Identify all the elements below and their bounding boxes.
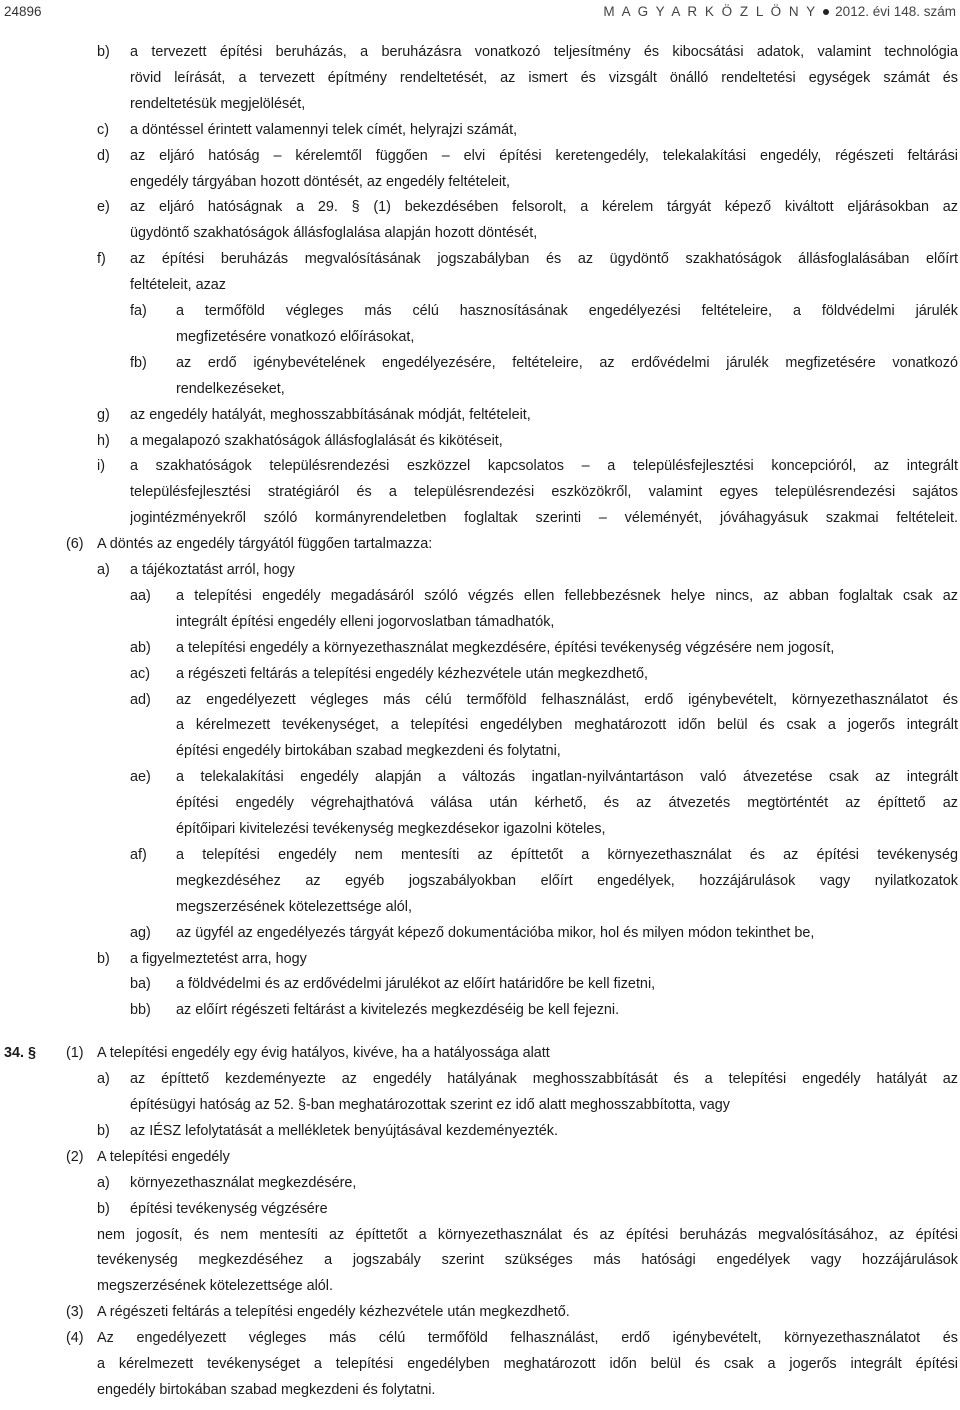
text-line: integrált építési engedély elleni jogorvoslatban támadhatók, — [176, 613, 555, 630]
item-label: b) — [97, 1122, 110, 1139]
text-line: nem jogosít, és nem mentesíti az építtetőt a környezethasználat és az építési beruházás megvalósításához, az építési — [97, 1226, 958, 1243]
item-label: (2) — [66, 1148, 84, 1165]
item-label: g) — [97, 406, 110, 423]
text-line: feltételeit, azaz — [130, 277, 226, 294]
item-label: af) — [130, 846, 147, 863]
text-line: a termőföld végleges más célú hasznosításának engedélyezési feltételeire, a földvédelmi járulék — [176, 303, 958, 319]
text-line: rendeltetésük megjelölését, — [130, 95, 306, 112]
text-line: a régészeti feltárás a telepítési engedély kézhezvétele után megkezdhető, — [176, 665, 648, 682]
text-line: megkezdéséhez az egyéb jogszabályokban előírt engedélyek, hozzájárulások vagy nyilatkozatok — [176, 872, 958, 889]
text-line: megfizetésére vonatkozó előírásokat, — [176, 328, 415, 345]
text-line: A régészeti feltárás a telepítési engedély kézhezvétele után megkezdhető. — [97, 1304, 570, 1321]
item-label: a) — [97, 1174, 110, 1191]
text-line: az építtető kezdeményezte az engedély hatályának meghosszabbítását és a telepítési engedély hatályát az — [130, 1071, 958, 1088]
text-line: rendelkezéseket, — [176, 380, 285, 397]
item-label: a) — [97, 562, 110, 578]
item-label: c) — [97, 121, 109, 138]
item-label: a) — [97, 1071, 110, 1088]
text-line: a döntéssel érintett valamennyi telek címét, helyrajzi számát, — [130, 121, 518, 138]
text-line: a figyelmeztetést arra, hogy — [130, 950, 307, 967]
item-label: b) — [97, 1200, 110, 1217]
text-line: jogintézményekről szóló kormányrendeletben foglaltak szerinti – véleményét, jóváhagyásuk szakmai feltételeit. — [130, 510, 958, 527]
text-line: a kérelmezett tevékenységet, a telepítési engedélyben meghatározott időn belül és csak a jogerős integrált — [176, 717, 958, 734]
text-line: az építési beruházás megvalósításának jogszabályban és az ügydöntő szakhatóságok állásfoglalásában előírt — [130, 251, 958, 268]
bullet-icon — [823, 9, 829, 15]
text-line: a tájékoztatást arról, hogy — [130, 562, 295, 578]
text-line: a telepítési engedély a környezethasználat megkezdésére, építési tevékenység végzésére nem jogosít, — [176, 639, 835, 656]
item-label: i) — [97, 458, 105, 475]
text-line: A telepítési engedély egy évig hatályos, kivéve, ha a hatályossága alatt — [97, 1045, 550, 1062]
text-line: építési engedély végrehajthatóvá válása után kérhető, és az átvezetés megtörténtét az építtető az — [176, 795, 958, 812]
text-line: a telepítési engedély megadásáról szóló végzés ellen fellebbezésnek helye nincs, az abban foglaltak csak az — [176, 587, 958, 604]
page-header — [4, 4, 956, 24]
running-head — [603, 4, 956, 19]
text-line: az engedélyezett végleges más célú termőföld felhasználást, erdő igénybevételt, környezethasználatot és — [176, 691, 958, 708]
text-line: az ügyfél az engedélyezés tárgyát képező dokumentációba mikor, hol és milyen módon tekinthet be, — [176, 924, 815, 941]
item-label: h) — [97, 432, 110, 449]
item-label: bb) — [130, 1002, 151, 1019]
text-line: a telekalakítási engedély alapján a változás ingatlan-nyilvántartáson való átvezetése csak az integrált — [176, 769, 958, 786]
text-line: megszerzésének kötelezettsége alól, — [176, 898, 412, 915]
text-line: engedély birtokában szabad megkezdeni és folytatni. — [97, 1381, 436, 1398]
item-label: (1) — [66, 1045, 84, 1062]
journal-title: M A G Y A R K Ö Z L Ö N Y — [603, 4, 818, 19]
text-line: a megalapozó szakhatóságok állásfoglalását és kikötéseit, — [130, 432, 503, 449]
text-line: ügydöntő szakhatóságok állásfoglalása alapján hozott döntését, — [130, 225, 538, 242]
item-label: (6) — [66, 536, 84, 553]
item-label: ad) — [130, 691, 151, 708]
text-line: a földvédelmi és az erdővédelmi járulékot az előírt határidőre be kell fizetni, — [176, 976, 656, 993]
text-line: megszerzésének kötelezettsége alól. — [97, 1278, 333, 1295]
item-label: f) — [97, 251, 106, 268]
text-line: építési engedély birtokában szabad megkezdeni és folytatni, — [176, 743, 561, 760]
text-line: A döntés az engedély tárgyától függően tartalmazza: — [97, 536, 433, 553]
item-label: (3) — [66, 1304, 84, 1321]
text-line: a telepítési engedély nem mentesíti az építtetőt a környezethasználat és az építési tevékenység — [176, 846, 958, 863]
text-line: A telepítési engedély — [97, 1148, 230, 1165]
page-number: 24896 — [4, 4, 42, 19]
issue-number: 2012. évi 148. szám — [835, 4, 956, 19]
text-line: építőipari kivitelezési tevékenység megkezdésekor igazolni köteles, — [176, 821, 606, 837]
item-label: ba) — [130, 976, 151, 993]
item-label: e) — [97, 199, 110, 216]
text-line: Az engedélyezett végleges más célú termőföld felhasználást, erdő igénybevételt, környezethasználatot és — [97, 1330, 958, 1347]
text-line: környezethasználat megkezdésére, — [130, 1174, 357, 1191]
text-line: az előírt régészeti feltárást a kivitelezés megkezdéséig be kell fejezni. — [176, 1002, 620, 1019]
item-label: (4) — [66, 1330, 84, 1347]
text-line: engedély tárgyában hozott döntését, az engedély feltételeit, — [130, 173, 511, 190]
text-line: az eljáró hatóságnak a 29. § (1) bekezdésében felsorolt, a kérelem tárgyát képező kiváltott eljárásokban az — [130, 199, 958, 216]
item-label: b) — [97, 950, 110, 967]
text-line: a kérelmezett tevékenységet a telepítési engedélyben meghatározott időn belül és csak a jogerős integrált építési — [97, 1356, 958, 1372]
item-label: ac) — [130, 665, 150, 682]
text-line: az engedély hatályát, meghosszabbításának módját, feltételeit, — [130, 406, 531, 423]
item-label: d) — [97, 147, 110, 164]
item-label: fb) — [130, 354, 147, 371]
text-line: a tervezett építési beruházás, a beruházásra vonatkozó teljesítmény és kibocsátási adatok, valamint technológia — [130, 44, 958, 60]
text-line: az eljáró hatóság – kérelemtől függően – elvi építési keretengedély, telekalakítási engedély, régészeti feltárási — [130, 147, 958, 164]
item-label: ab) — [130, 639, 151, 656]
item-label: ae) — [130, 769, 151, 786]
text-line: építésügyi hatóság az 52. §-ban meghatározottak szerint ez idő alatt meghosszabbította, vagy — [130, 1097, 730, 1113]
text-line: tevékenység megkezdéséhez a jogszabály szerint szükséges más hatósági engedélyek vagy hozzájárulások — [97, 1252, 958, 1269]
item-label: ag) — [130, 924, 151, 941]
text-line: rövid leírását, a tervezett építmény rendeltetését, az ismert és vizsgált önálló rendeltetési egységek számát és — [130, 69, 958, 86]
item-label: b) — [97, 44, 110, 60]
text-line: az erdő igénybevételének engedélyezésére, feltételeire, az erdővédelmi járulék megfizetésére vonatkozó — [176, 354, 958, 371]
item-label: fa) — [130, 303, 147, 319]
text-line: településfejlesztési stratégiáról és a településrendezési eszközökről, valamint egyes településrendezési sajátos — [130, 484, 958, 501]
text-line: a szakhatóságok településrendezési eszközzel kapcsolatos – a településfejlesztési koncepcióról, az integrált — [130, 458, 958, 475]
text-line: építési tevékenység végzésére — [130, 1200, 328, 1217]
text-line: az IÉSZ lefolytatását a mellékletek benyújtásával kezdeményezték. — [130, 1122, 558, 1139]
item-label: aa) — [130, 587, 151, 604]
section-number: 34. § — [4, 1045, 37, 1062]
